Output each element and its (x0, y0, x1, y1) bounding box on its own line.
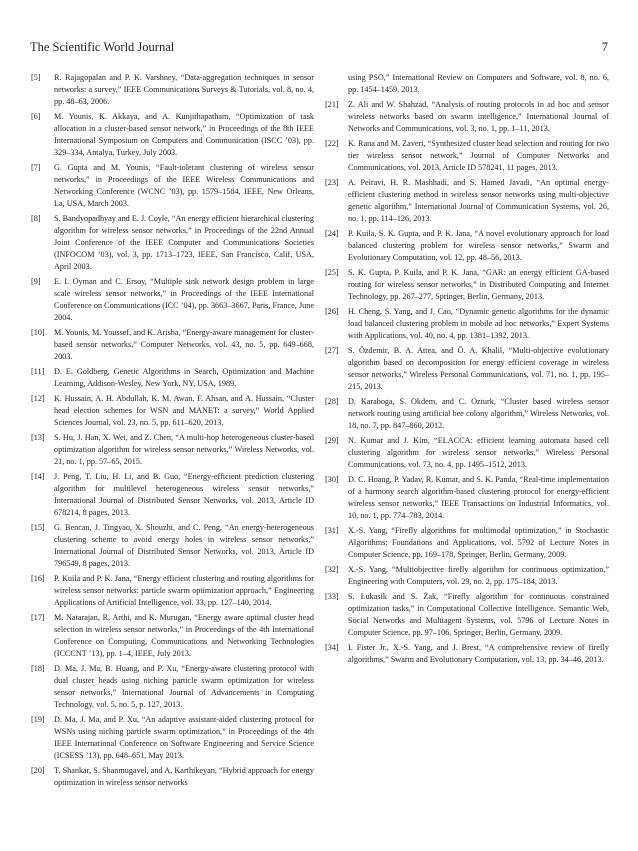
reference-item (31, 327, 314, 363)
reference-text: D. C. Hoang, P. Yadav, R. Kumar, and S. K. Panda, “Real-time implementation of a harmony search algorithm-based clustering protocol for energy-efficient wireless sensor networks,” IEEE Transactions on Industrial Informatics, vol. 10, no. 1, pp. 774–783, 2014. (348, 475, 609, 520)
reference-item (325, 228, 609, 264)
reference-item (31, 663, 314, 711)
reference-text: S. Łukasik and S. Żak, “Firefly algorithm for continuous constrained optimization tasks,” in Computational Collective Intelligence. Semantic Web, Social Networks and Multiagent Systems, vol. 5796 of Lecture Notes in Computer Science, pp. 97–106, Springer, Berlin, Germany, 2009. (348, 592, 609, 637)
reference-item (31, 765, 314, 789)
reference-item (325, 138, 609, 174)
reference-item (31, 111, 314, 159)
reference-item (31, 573, 314, 609)
reference-item (325, 525, 609, 561)
reference-item (31, 471, 314, 519)
reference-text: M. Younis, K. Akkaya, and A. Kunjithapatham, “Optimization of task allocation in a cluster-based sensor network,” in Proceedings of the 8th IEEE International Symposium on Computers and Communication (ISCC ’03), pp. 329–334, Antalya, Turkey, July 2003. (54, 112, 314, 157)
reference-text: S. K. Gupta, P. Kuila, and P. K. Jana, “GAR: an energy efficient GA-based routing for wireless sensor networks,” in Distributed Computing and Internet Technology, pp. 267–277, Springer, Berlin, Germany, 2013. (348, 268, 609, 301)
page-number: 7 (601, 40, 608, 54)
reference-item (31, 612, 314, 660)
reference-number: [13] (31, 433, 45, 442)
reference-item (325, 474, 609, 522)
reference-item (325, 99, 609, 135)
reference-number: [19] (31, 715, 45, 724)
reference-item (31, 72, 314, 108)
reference-number: [17] (31, 613, 45, 622)
reference-number: [34] (325, 643, 339, 652)
reference-number: [20] (31, 766, 45, 775)
reference-item (325, 396, 609, 432)
reference-text: R. Rajagopalan and P. K. Varshney, “Data-aggregation techniques in sensor networks: a survey,” IEEE Communications Surveys & Tutorials, vol. 8, no. 4, pp. 48–63, 2006. (54, 73, 314, 106)
reference-item (325, 267, 609, 303)
reference-number: [31] (325, 526, 339, 535)
reference-item (31, 162, 314, 210)
reference-number: [26] (325, 307, 339, 316)
reference-number: [5] (31, 73, 41, 82)
reference-number: [29] (325, 436, 339, 445)
journal-title: The Scientific World Journal (30, 40, 175, 54)
reference-text: X.-S. Yang, “Firefly algorithms for multimodal optimization,” in Stochastic Algorithms: Foundations and Applications, vol. 5792 of Lecture Notes in Computer Science, pp. 169–178, Springer, Berlin, Germany, 2009. (348, 526, 609, 559)
reference-text: N. Kumar and J. Kim, “ELACCA: efficient learning automata based cell clustering algorithm for wireless sensor networks,” Wireless Personal Communications, vol. 73, no. 4, pp. 1495–1512, 2013. (348, 436, 609, 469)
reference-text: X.-S. Yang, “Multiobjective firefly algorithm for continuous optimization,” Engineering with Computers, vol. 29, no. 2, pp. 175–184, 2013. (348, 565, 609, 586)
reference-number: [32] (325, 565, 339, 574)
reference-number: [8] (31, 214, 41, 223)
reference-text: Z. Ali and W. Shahzad, “Analysis of routing protocols in ad hoc and sensor wireless networks based on swarm intelligence,” International Journal of Networks and Communications, vol. 3, no. 1, pp. 1–11, 2013. (348, 100, 609, 133)
reference-text: D. Karaboga, S. Okdem, and C. Ozturk, “Cluster based wireless sensor network routing using artificial bee colony algorithm,” Wireless Networks, vol. 18, no. 7, pp. 847–860, 2012. (348, 397, 609, 430)
references-left-column (31, 72, 314, 792)
reference-item (31, 366, 314, 390)
reference-item (325, 642, 609, 666)
running-head (30, 40, 608, 55)
reference-item (325, 306, 609, 342)
reference-item (31, 276, 314, 324)
reference-item (325, 345, 609, 393)
reference-number: [24] (325, 229, 339, 238)
reference-number: [7] (31, 163, 41, 172)
reference-text: D. Ma, J. Ma, B. Huang, and P. Xu, “Energy-aware clustering protocol with dual cluster heads using niching particle swarm optimization for wireless sensor networks,” International Journal of Advancements in Computing Technology, vol. 5, no. 5, p. 127, 2013. (54, 664, 314, 709)
reference-text: H. Cheng, S. Yang, and J. Cao, “Dynamic genetic algorithms for the dynamic load balanced clustering problem in mobile ad hoc networks,” Expert Systems with Applications, vol. 40, no. 4, pp. 1381–1392, 2013. (348, 307, 609, 340)
reference-text: P. Kuila and P. K. Jana, “Energy efficient clustering and routing algorithms for wireless sensor networks: particle swarm optimization approach,” Engineering Applications of Artificial Intelligence, vol. 33, pp. 127–140, 2014. (54, 574, 314, 607)
reference-text: using PSO,” International Review on Computers and Software, vol. 8, no. 6, pp. 1454–1459, 2013. (348, 73, 609, 94)
reference-number: [15] (31, 523, 45, 532)
reference-item (325, 435, 609, 471)
reference-item (325, 72, 609, 96)
reference-number: [33] (325, 592, 339, 601)
reference-text: I. Fister Jr., X.-S. Yang, and J. Brest, “A comprehensive review of firefly algorithms,” Swarm and Evolutionary Computation, vol. 13, pp. 34–46, 2013. (348, 643, 609, 664)
reference-text: G. Gupta and M. Younis, “Fault-tolerant clustering of wireless sensor networks,” in Proceedings of the IEEE Wireless Communications and Networking Conference (WCNC ’03), pp. 1579–1584, IEEE, New Orleans, La, USA, March 2003. (54, 163, 314, 208)
reference-item (31, 213, 314, 273)
references-right-column (325, 72, 609, 669)
reference-number: [22] (325, 139, 339, 148)
reference-number: [16] (31, 574, 45, 583)
reference-item (31, 522, 314, 570)
reference-text: K. Hussain, A. H. Abdullah, K. M. Awan, F. Ahsan, and A. Hussain, “Cluster head election schemes for WSN and MANET: a survey,” World Applied Sciences Journal, vol. 23, no. 5, pp. 611–620, 2013. (54, 394, 314, 427)
reference-text: J. Peng, T. Liu, H. Li, and B. Guo, “Energy-efficient prediction clustering algorithm for multilevel heterogeneous wireless sensor networks,” International Journal of Distributed Sensor Networks, vol. 2013, Article ID 678214, 8 pages, 2013. (54, 472, 314, 517)
reference-item (31, 714, 314, 762)
reference-number: [30] (325, 475, 339, 484)
reference-item (325, 564, 609, 588)
reference-number: [18] (31, 664, 45, 673)
reference-number: [6] (31, 112, 41, 121)
reference-text: S. Hu, J. Han, X. Wei, and Z. Chen, “A multi-hop heterogeneous cluster-based optimization algorithm for wireless sensor networks,” Wireless Networks, vol. 21, no. 1, pp. 57–65, 2015. (54, 433, 314, 466)
reference-text: K. Rana and M. Zaveri, “Synthesized cluster head selection and routing for two tier wireless sensor network,” Journal of Computer Networks and Communications, vol. 2013, Article ID 578241, 11 pages, 2013. (348, 139, 609, 172)
reference-item (325, 591, 609, 639)
reference-number: [23] (325, 178, 339, 187)
reference-number: [14] (31, 472, 45, 481)
reference-number: [10] (31, 328, 45, 337)
reference-item (325, 177, 609, 225)
reference-number: [21] (325, 100, 339, 109)
reference-text: E. I. Oyman and C. Ersoy, “Multiple sink network design problem in large scale wireless sensor networks,” in Proceedings of the IEEE International Conference on Communications (ICC ’04), pp. 3663–3667, Paris, France, June 2004. (54, 277, 314, 322)
reference-number: [28] (325, 397, 339, 406)
reference-text: T. Shankar, S. Shanmugavel, and A. Karthikeyan, “Hybrid approach for energy optimization in wireless sensor networks (54, 766, 314, 787)
reference-number: [9] (31, 277, 41, 286)
reference-item (31, 432, 314, 468)
reference-text: S. Özdemir, B. A. Attea, and Ö. A. Khalil, “Multi-objective evolutionary algorithm based on decomposition for energy efficient coverage in wireless sensor networks,” Wireless Personal Communications, vol. 71, no. 1, pp. 195–215, 2013. (348, 346, 609, 391)
reference-text: G. Bencan, J. Tingyao, X. Shouzhi, and C. Peng, “An energy-heterogeneous clustering scheme to avoid energy holes in wireless sensor networks,” International Journal of Distributed Sensor Networks, vol. 2013, Article ID 796549, 8 pages, 2013. (54, 523, 314, 568)
reference-item (31, 393, 314, 429)
reference-text: A. Peiravi, H. R. Mashhadi, and S. Hamed Javadi, “An optimal energy-efficient clustering method in wireless sensor networks using multi-objective genetic algorithm,” International Journal of Communication Systems, vol. 26, no. 1, pp. 114–126, 2013. (348, 178, 609, 223)
reference-number: [25] (325, 268, 339, 277)
reference-number: [12] (31, 394, 45, 403)
reference-number: [11] (31, 367, 45, 376)
reference-text: P. Kuila, S. K. Gupta, and P. K. Jana, “A novel evolutionary approach for load balanced clustering problem for wireless sensor networks,” Swarm and Evolutionary Computation, vol. 12, pp. 48–56, 2013. (348, 229, 609, 262)
reference-text: D. E. Goldberg, Genetic Algorithms in Search, Optimization and Machine Learning, Addison-Wesley, New York, NY, USA, 1989. (54, 367, 314, 388)
reference-text: D. Ma, J. Ma, and P. Xu, “An adaptive assistant-aided clustering protocol for WSNs using niching particle swarm optimization,” in Proceedings of the 4th IEEE International Conference on Software Engineering and Service Science (ICSESS ’13), pp. 648–651, May 2013. (54, 715, 314, 760)
reference-text: S. Bandyopadhyay and E. J. Coyle, “An energy efficient hierarchical clustering algorithm for wireless sensor networks,” in Proceedings of the 22nd Annual Joint Conference of the IEEE Computer and Communications Societies (INFOCOM ’03), vol. 3, pp. 1713–1723, IEEE, San Francisco, Calif, USA, April 2003. (54, 214, 314, 271)
reference-number: [27] (325, 346, 339, 355)
reference-text: M. Natarajan, R. Arthi, and K. Murugan, “Energy aware optimal cluster head selection in wireless sensor networks,” in Proceedings of the 4th International Conference on Computing, Communications and Networking Technologies (ICCCNT ’13), pp. 1–4, IEEE, July 2013. (54, 613, 314, 658)
reference-text: M. Younis, M. Youssef, and K. Arisha, “Energy-aware management for cluster-based sensor networks,” Computer Networks, vol. 43, no. 5, pp. 649–668, 2003. (54, 328, 314, 361)
